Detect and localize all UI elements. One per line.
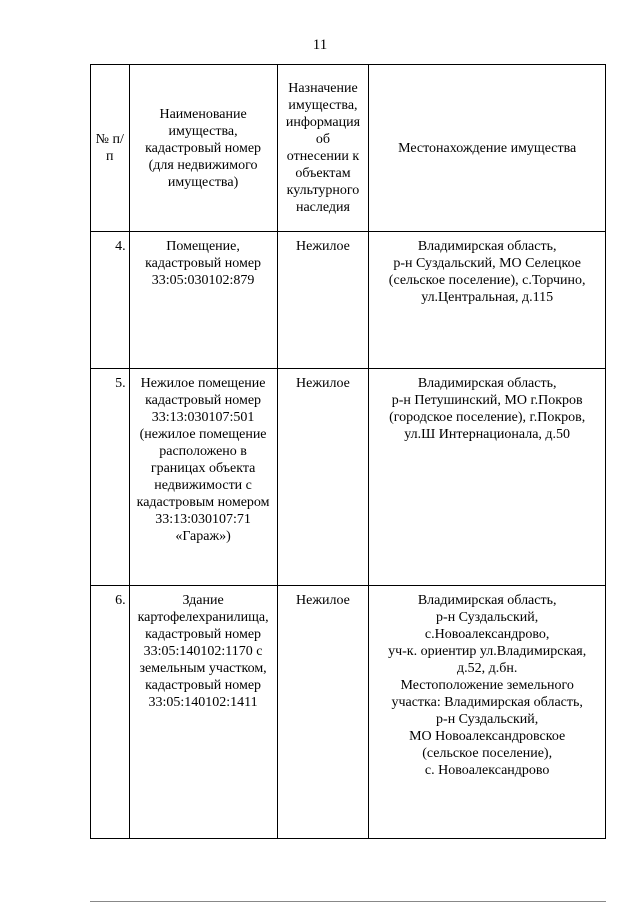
property-location: Владимирская область, р-н Суздальский, с.Новоалександрово, уч-к. ориентир ул.Владимирская, д.52, д.бн. Местоположение земельного участка: Владимирская область, р-н Суздальский, МО Новоалександровское (сельское поселение), с. Новоалександрово	[388, 593, 587, 778]
table-header-row	[91, 65, 606, 232]
page-number: 11	[312, 37, 328, 53]
table-row	[91, 369, 606, 586]
header-number: № п/п	[91, 65, 130, 232]
property-purpose: Нежилое	[296, 376, 350, 391]
table-row	[91, 232, 606, 369]
property-table	[90, 64, 606, 839]
row-number: 5.	[115, 376, 126, 391]
property-name: Нежилое помещение кадастровый номер 33:13:030107:501 (нежилое помещение расположено в границах объекта недвижимости с кадастровым номером 33:13:030107:71 «Гараж»)	[136, 376, 270, 544]
header-name: Наименование имущества, кадастровый номер (для недвижимого имущества)	[129, 65, 277, 232]
table-row	[91, 586, 606, 839]
scan-edge-line	[90, 901, 606, 902]
row-number: 4.	[115, 239, 126, 254]
header-location: Местонахождение имущества	[369, 65, 606, 232]
header-purpose: Назначение имущества, информация об отнесении к объектам культурного наследия	[277, 65, 369, 232]
property-purpose: Нежилое	[296, 593, 350, 608]
property-name: Здание картофелехранилища, кадастровый номер 33:05:140102:1170 с земельным участком, кадастровый номер 33:05:140102:1411	[137, 593, 269, 710]
property-location: Владимирская область, р-н Петушинский, МО г.Покров (городское поселение), г.Покров, ул.Ш Интернационала, д.50	[389, 376, 586, 442]
property-purpose: Нежилое	[296, 239, 350, 254]
row-number: 6.	[115, 593, 126, 608]
property-name: Помещение, кадастровый номер 33:05:030102:879	[145, 239, 262, 288]
property-location: Владимирская область, р-н Суздальский, МО Селецкое (сельское поселение), с.Торчино, ул.Центральная, д.115	[388, 239, 586, 305]
